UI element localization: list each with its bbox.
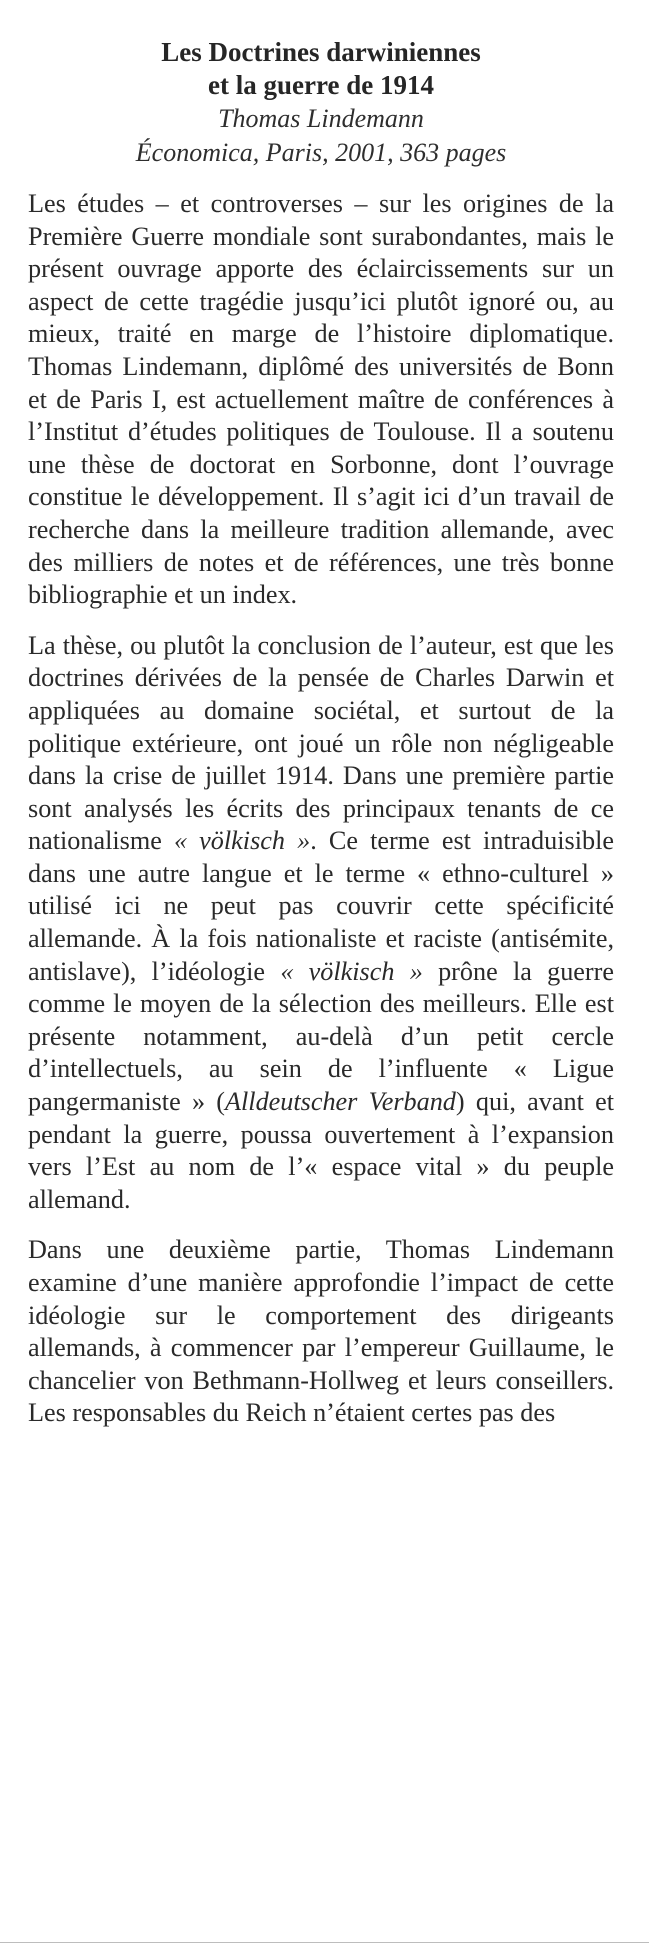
- book-title-line-1: Les Doctrines darwiniennes: [161, 37, 481, 67]
- paragraph-2-part-c: prône la guerre comme le moyen de la sélection des meilleurs. Elle est présente notamment, au-delà d’un petit cercle d’intellectuels, au sein de l’influente « Ligue pangermaniste » (: [28, 956, 614, 1117]
- page-bottom-rule: [0, 1942, 649, 1943]
- review-body: [28, 188, 614, 1430]
- paragraph-1: Les études – et controverses – sur les origines de la Première Guerre mondiale sont surabondantes, mais le présent ouvrage apporte des éclaircissements sur un aspect de cette tragédie jusqu’ici plutôt ignoré ou, au mieux, traité en marge de l’histoire diplomatique. Thomas Lindemann, diplômé des universités de Bonn et de Paris I, est actuellement maître de conférences à l’Institut d’études politiques de Toulouse. Il a soutenu une thèse de doctorat en Sorbonne, dont l’ouvrage constitue le développement. Il s’agit ici d’un travail de recherche dans la meilleure tradition allemande, avec des milliers de notes et de références, une très bonne bibliographie et un index.: [28, 189, 614, 610]
- alldeutscher-verband-term: Alldeutscher Verband: [225, 1087, 456, 1117]
- book-publisher: Économica, Paris, 2001, 363 pages: [135, 138, 507, 167]
- book-title-line-2: et la guerre de 1914: [208, 70, 434, 100]
- paragraph-3: Dans une deuxième partie, Thomas Lindemann examine d’une manière approfondie l’impact de cette idéologie sur le comportement des dirigeants allemands, à commencer par l’empereur Guillaume, le chancelier von Bethmann-Hollweg et leurs conseillers. Les responsables du Reich n’étaient certes pas des: [28, 1235, 614, 1428]
- book-author: Thomas Lindemann: [218, 104, 424, 133]
- paragraph-2: [28, 630, 614, 1217]
- review-page: [28, 36, 614, 1448]
- review-header: [28, 36, 614, 170]
- volkisch-term-2: « völkisch »: [280, 956, 423, 986]
- paragraph-2-part-d: ) qui, avant et pendant la guerre, poussa ouvertement à l’expansion vers l’Est au nom de l’« espace vital » du peuple allemand.: [28, 1087, 614, 1214]
- paragraph-2-part-a: La thèse, ou plutôt la conclusion de l’auteur, est que les doctrines dérivées de la pensée de Charles Darwin et appliquées au domaine sociétal, et surtout de la politique extérieure, ont joué un rôle non négligeable dans la crise de juillet 1914. Dans une première partie sont analysés les écrits des principaux tenants de ce nationalisme: [28, 630, 614, 856]
- paragraph-2-part-b: . Ce terme est intraduisible dans une autre langue et le terme « ethno-culturel » utilisé ici ne peut pas couvrir cette spécificité allemande. À la fois nationaliste et raciste (antisémite, antislave), l’idéologie: [28, 826, 614, 986]
- volkisch-term-1: « völkisch »: [173, 826, 311, 856]
